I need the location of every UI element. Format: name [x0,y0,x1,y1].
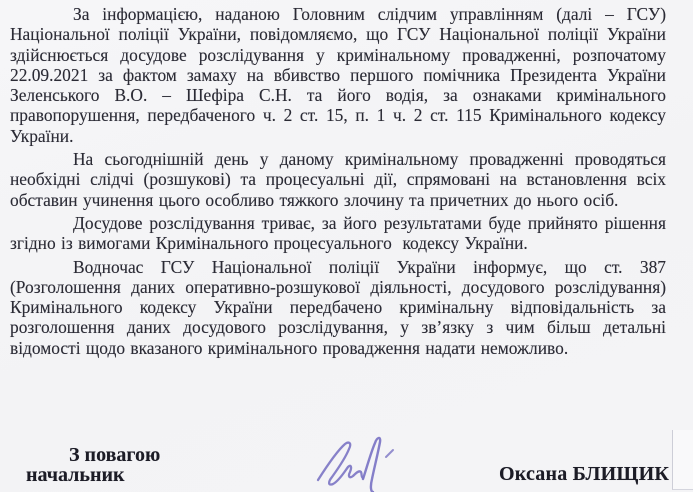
scan-artifact [672,430,693,490]
paragraph-investigation-ongoing: Досудове розслідування триває, за його результатами буде прийнято рішення згідно із вимогами Кримінального процесуального кодексу України. [10,212,666,254]
paragraph-disclosure-warning: Водночас ГСУ Національної поліції України інформує, що ст. 387 (Розголошення даних оперативно-розшукової діяльності, досудового розслідування) Кримінального кодексу України передбачено кримінальну відповідальність за розголошення даних досудового розслідування, у зв’язку з чим більш детальні відомості щодо вказаного кримінального провадження надати неможливо. [10,256,666,358]
letter-body [10,4,666,361]
handwritten-signature-ink [312,434,404,492]
signer-name: Оксана БЛИЩИК [499,463,670,485]
closing-salutation: З повагою [69,444,161,466]
signer-position: начальник [26,464,125,486]
paragraph-current-actions: На сьогоднішній день у даному кримінальному провадженні проводяться необхідні слідчі (розшукові) та процесуальні дії, спрямовані на встановлення всіх обставин учинення цього особливо тяжкого злочину та причетних до нього осіб. [10,149,666,210]
paragraph-investigation-info: За інформацією, наданою Головним слідчим управлінням (далі – ГСУ) Національної поліції України, повідомляємо, що ГСУ Національної поліції України здійснюється досудове розслідування у кримінальному провадженні, розпочатому 22.09.2021 за фактом замаху на вбивство першого помічника Президента України Зеленського В.О. – Шефіра С.Н. та його водія, за ознаками кримінального правопорушення, передбаченого ч. 2 ст. 15, п. 1 ч. 2 ст. 115 Кримінального кодексу України. [10,4,666,146]
